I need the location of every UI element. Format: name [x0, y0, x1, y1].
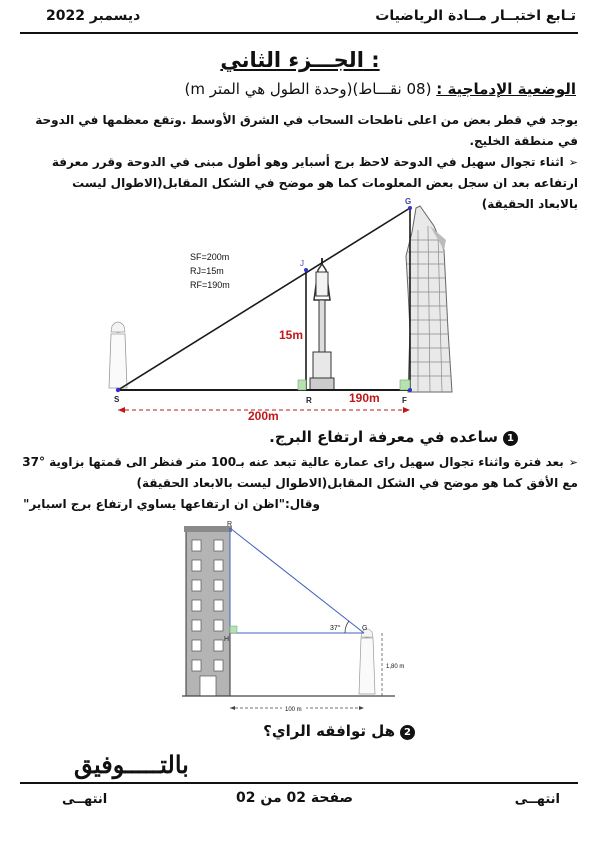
info-rj: RJ=15m	[190, 266, 224, 276]
angle-label: 37°	[330, 625, 341, 632]
exam-header-date: ديسمبر 2022	[46, 8, 141, 24]
right-angle-h	[230, 626, 237, 633]
question-1-text: ساعده في معرفة ارتفاع البرج.	[269, 428, 498, 446]
point-r2-label: R	[227, 521, 233, 528]
question-1-number: 1	[503, 431, 518, 446]
aspire-tower-drawing	[406, 206, 452, 392]
situation-label: الوضعية الإدماجية :	[436, 80, 576, 98]
distance-arrow-right	[359, 706, 364, 710]
situation-line	[16, 80, 576, 98]
building-drawing	[184, 526, 232, 696]
point-g2-label: G	[362, 625, 368, 632]
distance-arrow-left	[230, 706, 235, 710]
situation-unit: (وحدة الطول هي المتر m)	[184, 80, 353, 98]
question-2-text: هل توافقه الراي؟	[263, 722, 395, 740]
sf-length-label: 200m	[248, 409, 279, 423]
point-g-marker	[408, 206, 412, 210]
person-figure-2	[359, 629, 375, 694]
footer-page-number: صفحة 02 من 02	[236, 790, 354, 806]
lamp-post-drawing	[310, 258, 334, 390]
exam-header-title: تـابع اختبــار مــادة الرياضيات	[375, 8, 576, 24]
header-divider	[20, 32, 578, 34]
question-2-number: 2	[400, 725, 415, 740]
quote-line: وقال:"اظن ان ارتفاعها يساوي ارتفاع برج اسباير"	[23, 497, 320, 511]
closing-wish: بالتـــــوفيق	[74, 750, 189, 779]
point-g-label: G	[405, 197, 412, 206]
footer-end-right: انتهــى	[514, 792, 560, 807]
line-of-sight	[118, 208, 410, 390]
sf-arrow-right	[403, 407, 410, 413]
person-figure-1	[109, 322, 127, 388]
point-j-label: J	[300, 259, 304, 268]
point-s-marker	[116, 388, 120, 392]
lamp-height-label: 15m	[279, 328, 304, 342]
situation-points: (08 نقـــاط)	[352, 80, 432, 98]
point-j-marker	[304, 268, 308, 272]
figure-aspire-tower	[90, 192, 480, 424]
angle-arc	[345, 621, 349, 633]
point-r-label: R	[306, 396, 312, 405]
segment-rg	[230, 528, 364, 633]
bullet-paragraph-2: ➢ بعد فترة واثناء تجوال سهيل راى عمارة عالية تبعد عنه بـ100 متر فنظر الى قمتها بزاوية °37 مع الأفق كما هو موضح في الشكل المقابل(الاطوال ليست بالابعاد الحقيقة)	[18, 452, 578, 494]
distance-label: 100 m	[285, 707, 302, 713]
info-rf: RF=190m	[190, 280, 230, 290]
point-h-label: H	[224, 636, 230, 643]
rf-length-label: 190m	[349, 391, 380, 405]
point-s-label: S	[114, 395, 120, 404]
height-label: 1,80 m	[386, 664, 405, 670]
question-1	[269, 428, 518, 446]
point-f-marker	[408, 388, 412, 392]
sf-arrow-left	[118, 407, 125, 413]
right-angle-r	[298, 380, 306, 390]
footer-end-left: انتهــى	[62, 792, 108, 807]
point-f-label: F	[402, 396, 407, 405]
question-2	[263, 722, 415, 740]
right-angle-f	[400, 380, 410, 390]
info-sf: SF=200m	[190, 252, 230, 262]
intro-paragraph: يوجد في قطر بعض من اعلى ناطحات السحاب في الشرق الأوسط .وتقع معظمها في الدوحة في منطقة الخليج.	[35, 113, 578, 148]
figure-building	[170, 518, 420, 722]
footer-divider	[20, 782, 578, 784]
section-title: الجـــزء الثاني :	[220, 48, 380, 72]
bullet-paragraph-1: ➢ اثناء تجوال سهيل في الدوحة لاحظ برج أسباير وهو أطول مبنى في الدوحة وقرر معرفة ارتفاعه بعد ان سجل بعض المعلومات كما هو موضح في الشكل المقابل(الاطوال ليست بالابعاد الحقيقة)	[30, 152, 578, 215]
